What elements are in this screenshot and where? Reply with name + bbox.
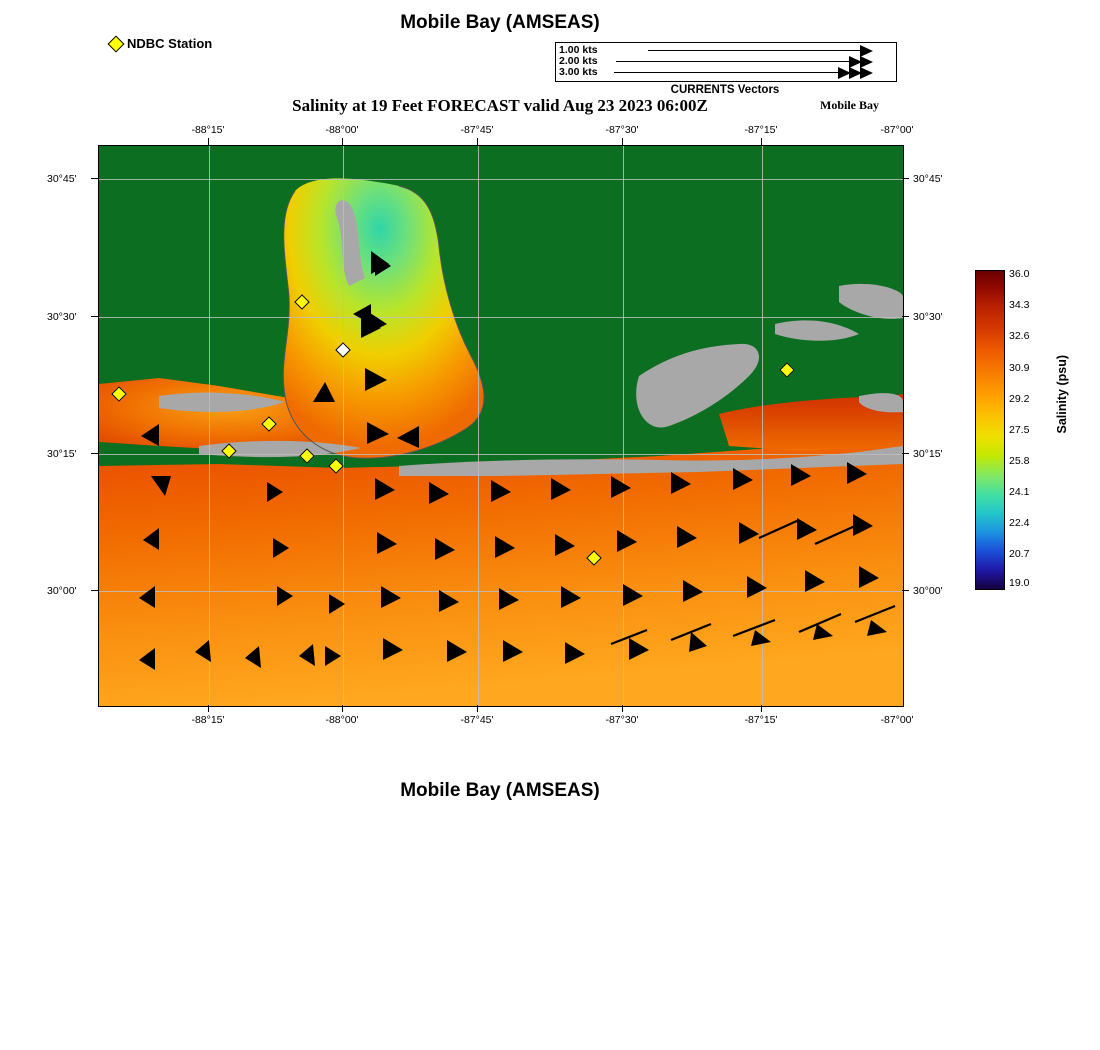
colorbar-label-9: 20.7 — [1009, 548, 1030, 560]
ndbc-station-legend — [110, 36, 212, 51]
tick-bottom-5 — [761, 705, 762, 712]
lon-label-top-6: -87°00' — [880, 124, 914, 136]
tick-left-1 — [91, 178, 98, 179]
lat-label-left-4: 30°00' — [47, 585, 77, 597]
colorbar-label-1: 34.3 — [1009, 299, 1030, 311]
colorbar-title: Salinity (psu) — [1055, 355, 1069, 434]
tick-top-5 — [761, 138, 762, 145]
plot-subtitle: Salinity at 19 Feet FORECAST valid Aug 23 2023 06:00Z — [292, 96, 708, 115]
tick-right-3 — [902, 453, 909, 454]
vector-shaft-2 — [616, 61, 860, 62]
colorbar-label-4: 29.2 — [1009, 393, 1030, 405]
colorbar-label-0: 36.0 — [1009, 268, 1030, 280]
tick-bottom-2 — [342, 705, 343, 712]
lat-label-left-1: 30°45' — [47, 173, 77, 185]
lon-label-top-4: -87°30' — [605, 124, 639, 136]
lon-label-bottom-5: -87°15' — [744, 714, 778, 726]
lon-label-top-1: -88°15' — [191, 124, 225, 136]
page-title: Mobile Bay (AMSEAS) — [400, 12, 600, 33]
colorbar-label-6: 25.8 — [1009, 455, 1030, 467]
tick-bottom-1 — [208, 705, 209, 712]
map-canvas[interactable] — [98, 145, 904, 707]
vector-scale-row-3 — [556, 66, 896, 78]
vector-shaft-1 — [648, 50, 860, 51]
colorbar-label-10: 19.0 — [1009, 577, 1030, 589]
colorbar-label-7: 24.1 — [1009, 486, 1030, 498]
tick-right-2 — [902, 316, 909, 317]
lat-label-left-3: 30°15' — [47, 448, 77, 460]
lon-label-bottom-6: -87°00' — [880, 714, 914, 726]
tick-left-3 — [91, 453, 98, 454]
lat-label-right-2: 30°30' — [913, 311, 943, 323]
lon-label-bottom-1: -88°15' — [191, 714, 225, 726]
tick-left-2 — [91, 316, 98, 317]
tick-top-2 — [342, 138, 343, 145]
colorbar-label-3: 30.9 — [1009, 362, 1030, 374]
current-vector-field — [99, 146, 903, 706]
lon-label-top-5: -87°15' — [744, 124, 778, 136]
vector-scale-label-2: 2.00 kts — [559, 55, 598, 67]
colorbar-label-5: 27.5 — [1009, 424, 1030, 436]
vector-shaft-3 — [614, 72, 860, 73]
tick-bottom-3 — [477, 705, 478, 712]
lon-label-bottom-4: -87°30' — [605, 714, 639, 726]
vector-scale-label-1: 1.00 kts — [559, 44, 598, 56]
lon-label-bottom-3: -87°45' — [460, 714, 494, 726]
lat-label-right-4: 30°00' — [913, 585, 943, 597]
currents-vectors-caption: CURRENTS Vectors — [670, 84, 780, 96]
tick-top-4 — [622, 138, 623, 145]
lon-label-top-3: -87°45' — [460, 124, 494, 136]
lon-label-bottom-2: -88°00' — [325, 714, 359, 726]
vector-arrowhead-3c — [838, 67, 851, 79]
colorbar-label-2: 32.6 — [1009, 330, 1030, 342]
tick-right-1 — [902, 178, 909, 179]
lat-label-right-3: 30°15' — [913, 448, 943, 460]
colorbar-label-8: 22.4 — [1009, 517, 1030, 529]
ndbc-station-label: NDBC Station — [127, 36, 213, 51]
vector-scale-label-3: 3.00 kts — [559, 66, 598, 78]
lon-label-top-2: -88°00' — [325, 124, 359, 136]
tick-top-1 — [208, 138, 209, 145]
lat-label-left-2: 30°30' — [47, 311, 77, 323]
current-vector-legend — [555, 42, 897, 82]
tick-bottom-4 — [622, 705, 623, 712]
colorbar-gradient — [975, 270, 1005, 590]
bottom-title: Mobile Bay (AMSEAS) — [400, 780, 600, 801]
region-label: Mobile Bay — [820, 98, 879, 112]
colorbar — [975, 268, 1030, 589]
tick-top-3 — [477, 138, 478, 145]
tick-left-4 — [91, 590, 98, 591]
diamond-marker-icon — [108, 35, 125, 52]
lat-label-right-1: 30°45' — [913, 173, 943, 185]
tick-right-4 — [902, 590, 909, 591]
